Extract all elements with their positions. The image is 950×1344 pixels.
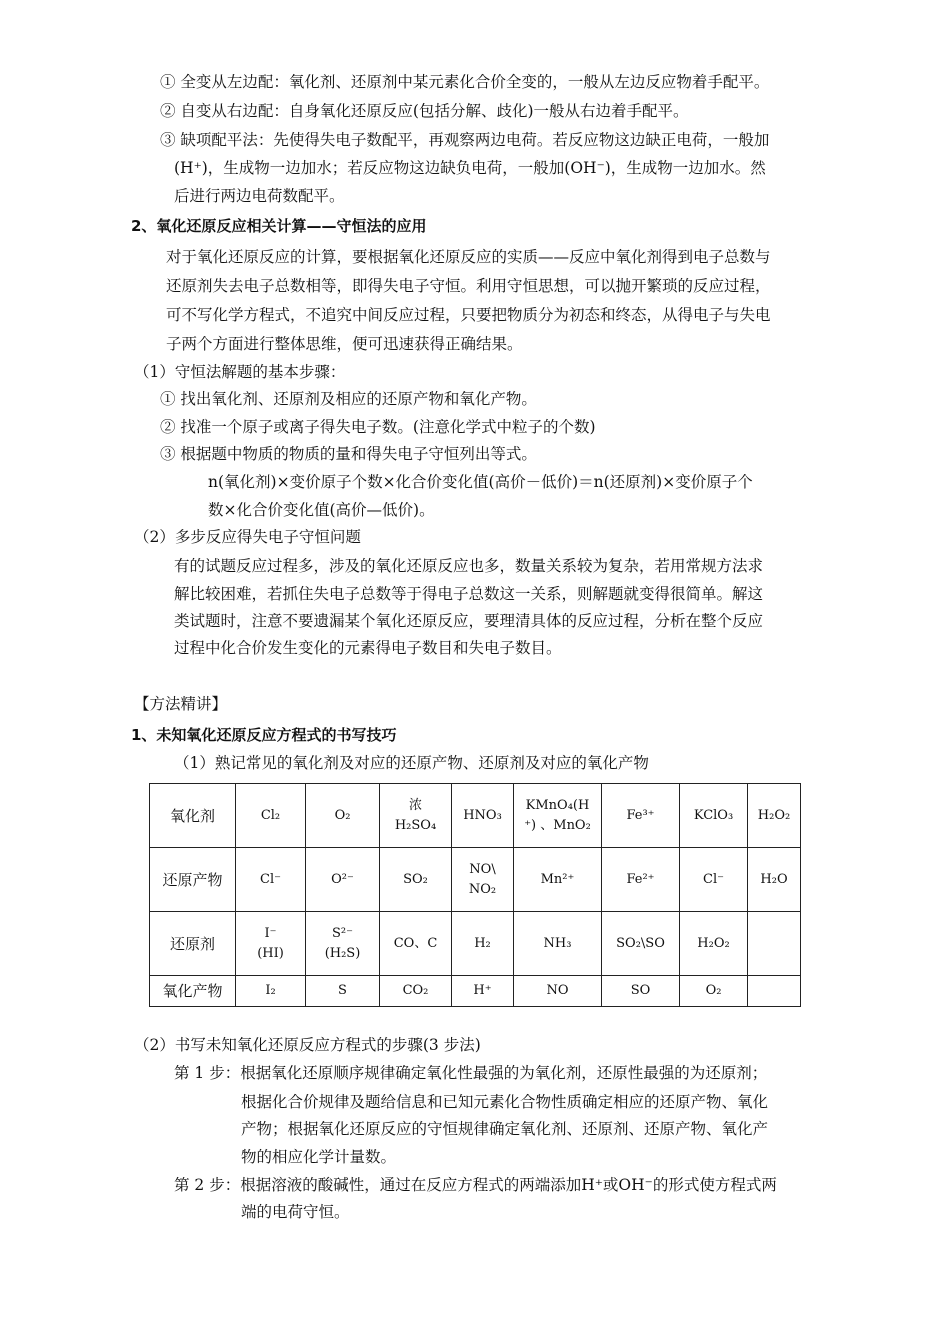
- conservation-step-3: ③ 根据题中物质的物质的量和得失电子守恒列出等式。: [160, 445, 537, 463]
- table-row-reduction-product: [150, 848, 801, 912]
- table-cell: 氧化剂: [150, 784, 236, 848]
- table-cell: O₂: [680, 976, 748, 1007]
- table-cell: 浓 H₂SO₄: [380, 784, 452, 848]
- writing-step2-l2: 端的电荷守恒。: [241, 1203, 350, 1221]
- table-cell: SO: [602, 976, 680, 1007]
- writing-step1-l2: 根据化合价规律及题给信息和已知元素化合物性质确定相应的还原产物、氧化: [241, 1093, 769, 1111]
- table-cell: O²⁻: [306, 848, 380, 912]
- conservation-step-2: ② 找准一个原子或离子得失电子数。(注意化学式中粒子的个数): [160, 418, 596, 436]
- section2-intro-l4: 子两个方面进行整体思维，便可迅速获得正确结果。: [166, 335, 523, 353]
- multistep-l3: 类试题时，注意不要遗漏某个氧化还原反应，要理清具体的反应过程，分析在整个反应: [174, 612, 764, 630]
- table-cell: H₂O: [748, 848, 801, 912]
- table-cell: H₂O₂: [680, 912, 748, 976]
- table-cell: NO: [514, 976, 602, 1007]
- multistep-l4: 过程中化合价发生变化的元素得电子数目和失电子数目。: [174, 639, 562, 657]
- method-section-heading: 1、未知氧化还原反应方程式的书写技巧: [131, 726, 397, 744]
- formula-l2: 数×化合价变化值(高价—低价)。: [208, 501, 435, 519]
- method-missing-items-l2: (H⁺)，生成物一边加水；若反应物这边缺负电荷，一般加(OH⁻)，生成物一边加水。然: [174, 159, 766, 177]
- method-section-sub1: （1）熟记常见的氧化剂及对应的还原产物、还原剂及对应的氧化产物: [174, 754, 649, 772]
- table-row-reductant: [150, 912, 801, 976]
- multistep-l2: 解比较困难，若抓住失电子总数等于得电子总数这一关系，则解题就变得很简单。解这: [174, 585, 764, 603]
- conservation-step-1: ① 找出氧化剂、还原剂及相应的还原产物和氧化产物。: [160, 390, 537, 408]
- table-cell: SO₂: [380, 848, 452, 912]
- section2-intro-l1: 对于氧化还原反应的计算，要根据氧化还原反应的实质——反应中氧化剂得到电子总数与: [166, 248, 771, 266]
- table-cell: KMnO₄(H ⁺) 、MnO₂: [514, 784, 602, 848]
- table-cell: CO、C: [380, 912, 452, 976]
- table-cell: CO₂: [380, 976, 452, 1007]
- table-cell: HNO₃: [452, 784, 514, 848]
- section2-heading: 2、氧化还原反应相关计算——守恒法的应用: [131, 217, 427, 235]
- table-cell: 还原剂: [150, 912, 236, 976]
- table-cell: Cl₂: [236, 784, 306, 848]
- table-cell: I₂: [236, 976, 306, 1007]
- writing-steps-title: （2）书写未知氧化还原反应方程式的步骤(3 步法): [134, 1036, 481, 1054]
- table-cell: [748, 976, 801, 1007]
- method-missing-items-l1: ③ 缺项配平法：先使得失电子数配平，再观察两边电荷。若反应物这边缺正电荷，一般加: [160, 131, 770, 149]
- table-cell: Mn²⁺: [514, 848, 602, 912]
- table-cell: H₂: [452, 912, 514, 976]
- formula-l1: n(氧化剂)×变价原子个数×化合价变化值(高价－低价)＝n(还原剂)×变价原子个: [208, 473, 753, 491]
- multistep-l1: 有的试题反应过程多，涉及的氧化还原反应也多，数量关系较为复杂，若用常规方法求: [174, 557, 764, 575]
- table-cell: H₂O₂: [748, 784, 801, 848]
- table-cell: S: [306, 976, 380, 1007]
- conservation-steps-title: （1）守恒法解题的基本步骤：: [134, 363, 346, 381]
- table-cell: KClO₃: [680, 784, 748, 848]
- method-missing-items-l3: 后进行两边电荷数配平。: [174, 187, 345, 205]
- method-section-title: 【方法精讲】: [134, 695, 228, 713]
- oxidant-reductant-table: [149, 783, 801, 1007]
- table-cell: O₂: [306, 784, 380, 848]
- table-row-oxidation-product: [150, 976, 801, 1007]
- table-cell: Cl⁻: [236, 848, 306, 912]
- method-full-change: ① 全变从左边配：氧化剂、还原剂中某元素化合价全变的，一般从左边反应物着手配平。: [160, 73, 770, 91]
- table-row-oxidant: [150, 784, 801, 848]
- table-cell: NH₃: [514, 912, 602, 976]
- table-cell: 还原产物: [150, 848, 236, 912]
- table-cell: H⁺: [452, 976, 514, 1007]
- section2-intro-l3: 可不写化学方程式，不追究中间反应过程，只要把物质分为初态和终态，从得电子与失电: [166, 306, 771, 324]
- table-cell: Fe²⁺: [602, 848, 680, 912]
- table-cell: [748, 912, 801, 976]
- table-cell: Cl⁻: [680, 848, 748, 912]
- multistep-title: （2）多步反应得失电子守恒问题: [134, 528, 361, 546]
- writing-step2-l1: 第 2 步：根据溶液的酸碱性，通过在反应方程式的两端添加H⁺或OH⁻的形式使方程式两: [174, 1176, 777, 1194]
- section2-intro-l2: 还原剂失去电子总数相等，即得失电子守恒。利用守恒思想，可以抛开繁琐的反应过程，: [166, 277, 771, 295]
- writing-step1-l4: 物的相应化学计量数。: [241, 1148, 397, 1166]
- table-cell: SO₂\SO: [602, 912, 680, 976]
- table-cell: 氧化产物: [150, 976, 236, 1007]
- writing-step1-l3: 产物；根据氧化还原反应的守恒规律确定氧化剂、还原剂、还原产物、氧化产: [241, 1120, 769, 1138]
- table-cell: NO\ NO₂: [452, 848, 514, 912]
- writing-step1-l1: 第 1 步：根据氧化还原顺序规律确定氧化性最强的为氧化剂，还原性最强的为还原剂；: [174, 1064, 768, 1082]
- table-cell: I⁻ (HI): [236, 912, 306, 976]
- table-cell: S²⁻ (H₂S): [306, 912, 380, 976]
- table-cell: Fe³⁺: [602, 784, 680, 848]
- method-self-change: ② 自变从右边配：自身氧化还原反应(包括分解、歧化)一般从右边着手配平。: [160, 102, 689, 120]
